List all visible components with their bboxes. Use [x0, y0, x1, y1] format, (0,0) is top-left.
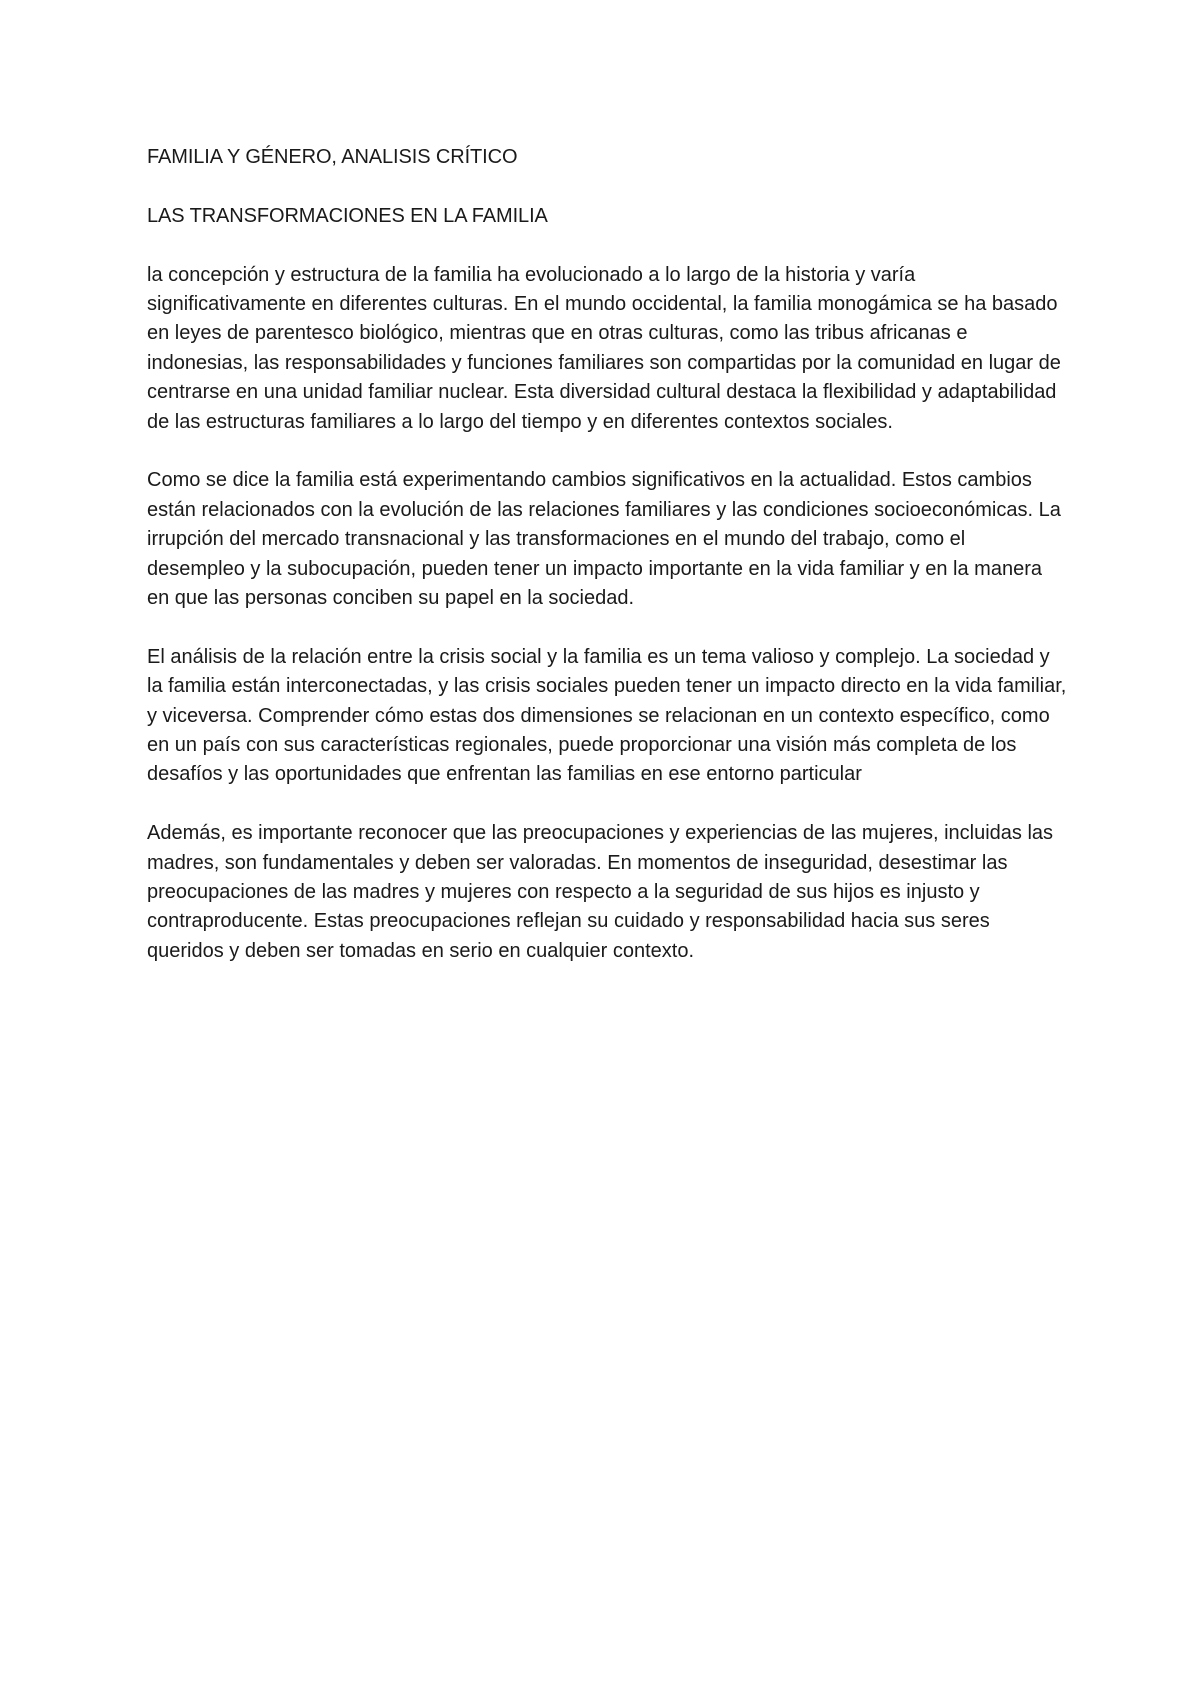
- paragraph: El análisis de la relación entre la crisis social y la familia es un tema valioso y complejo. La sociedad y la familia están interconectadas, y las crisis sociales pueden tener un impacto directo en la vida familiar, y viceversa. Comprender cómo estas dos dimensiones se relacionan en un contexto específico, como en un país con sus características regionales, puede proporcionar una visión más completa de los desafíos y las oportunidades que enfrentan las familias en ese entorno particular: [147, 645, 1067, 786]
- document-title: FAMILIA Y GÉNERO, ANALISIS CRÍTICO: [147, 146, 518, 168]
- document-body: [147, 143, 1067, 996]
- paragraph: la concepción y estructura de la familia ha evolucionado a lo largo de la historia y varía significativamente en diferentes culturas. En el mundo occidental, la familia monogámica se ha basado en leyes de parentesco biológico, mientras que en otras culturas, como las tribus africanas e indonesias, las responsabilidades y funciones familiares son compartidas por la comunidad en lugar de centrarse en una unidad familiar nuclear. Esta diversidad cultural destaca la flexibilidad y adaptabilidad de las estructuras familiares a lo largo del tiempo y en diferentes contextos sociales.: [147, 263, 1061, 433]
- paragraph: Además, es importante reconocer que las preocupaciones y experiencias de las mujeres, incluidas las madres, son fundamentales y deben ser valoradas. En momentos de inseguridad, desestimar las preocupaciones de las madres y mujeres con respecto a la seguridad de sus hijos es injusto y contraproducente. Estas preocupaciones reflejan su cuidado y responsabilidad hacia sus seres queridos y deben ser tomadas en serio en cualquier contexto.: [147, 822, 1054, 962]
- section-heading: LAS TRANSFORMACIONES EN LA FAMILIA: [147, 204, 548, 227]
- paragraph: Como se dice la familia está experimentando cambios significativos en la actualidad. Estos cambios están relacionados con la evolución de las relaciones familiares y las condiciones socioeconómicas. La irrupción del mercado transnacional y las transformaciones en el mundo del trabajo, como el desempleo y la subocupación, pueden tener un impacto importante en la vida familiar y en la manera en que las personas conciben su papel en la sociedad.: [147, 469, 1061, 610]
